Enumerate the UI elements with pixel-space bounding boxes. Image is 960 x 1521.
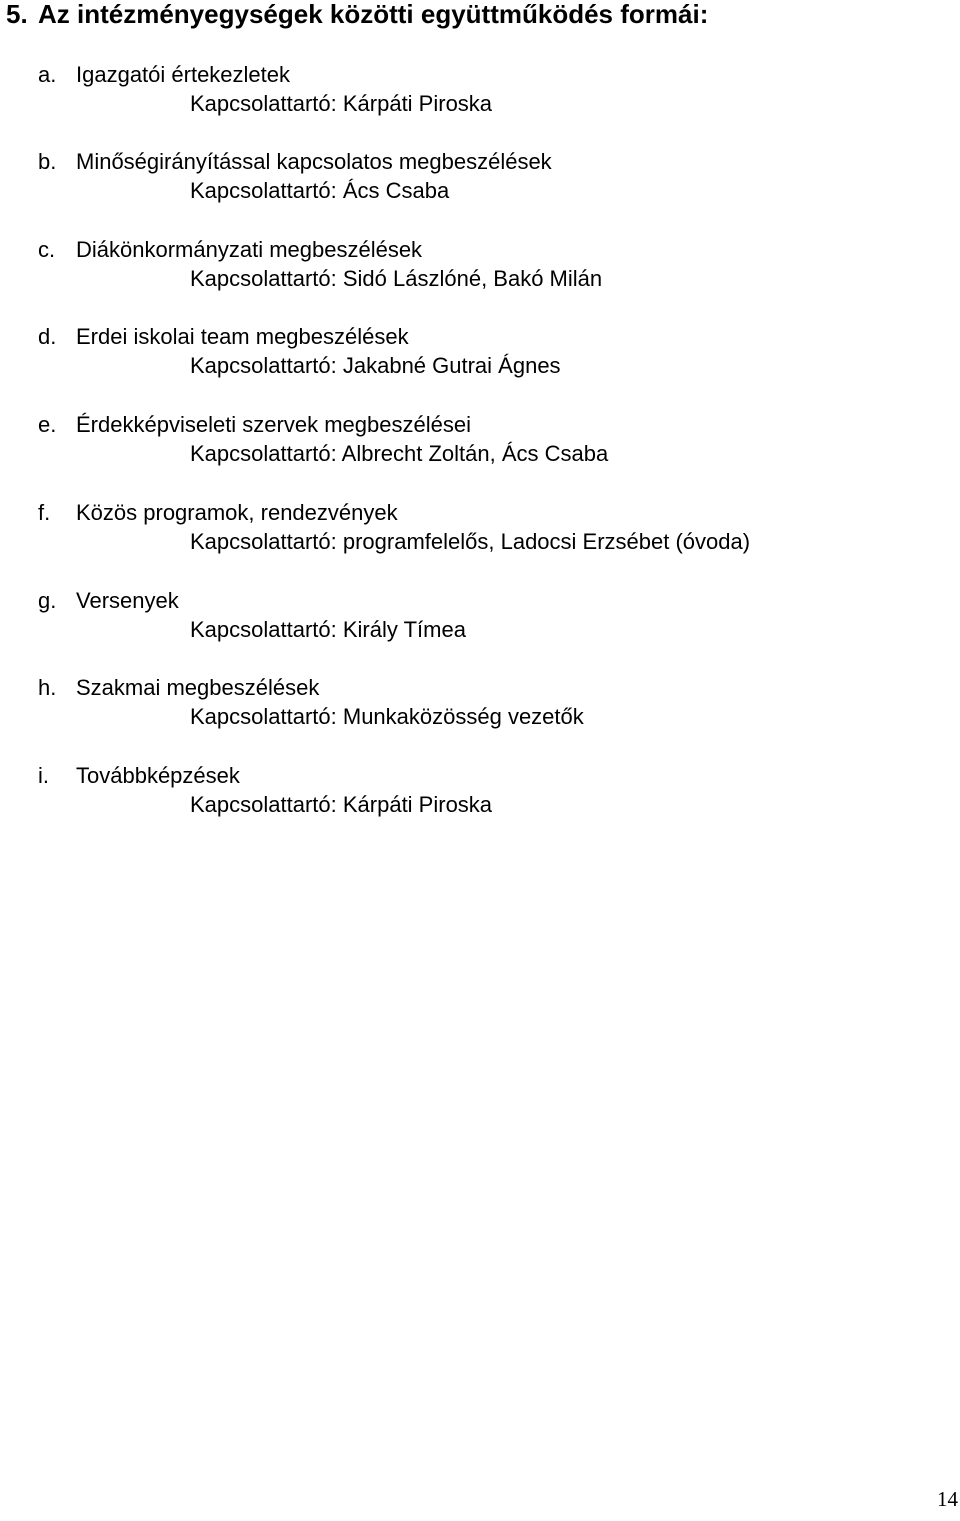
- list-marker: i.: [38, 763, 49, 788]
- list-item-contact: Kapcsolattartó: Király Tímea: [190, 617, 466, 642]
- section-number: 5.: [6, 0, 28, 29]
- list-marker: g.: [38, 588, 57, 613]
- list-marker: b.: [38, 149, 57, 174]
- list-item-contact: Kapcsolattartó: Albrecht Zoltán, Ács Csaba: [190, 441, 609, 466]
- list-item-title: Igazgatói értekezletek: [76, 62, 291, 87]
- list-marker: h.: [38, 675, 57, 700]
- list-item-contact: Kapcsolattartó: Kárpáti Piroska: [190, 792, 493, 817]
- list-item-title: Továbbképzések: [76, 763, 240, 788]
- list-item-title: Erdei iskolai team megbeszélések: [76, 324, 409, 349]
- list-item-title: Közös programok, rendezvények: [76, 500, 398, 525]
- list-item-title: Minőségirányítással kapcsolatos megbeszélések: [76, 149, 552, 174]
- list-marker: c.: [38, 237, 56, 262]
- section-heading: [6, 0, 708, 31]
- list-item-title: Diákönkormányzati megbeszélések: [76, 237, 423, 262]
- list-marker: f.: [38, 500, 51, 525]
- list-item-contact: Kapcsolattartó: Ács Csaba: [190, 178, 450, 203]
- page-number: 14: [937, 1487, 958, 1511]
- list-item-contact: Kapcsolattartó: Kárpáti Piroska: [190, 91, 493, 116]
- list-item-title: Versenyek: [76, 588, 179, 613]
- list-item-contact: Kapcsolattartó: Sidó Lászlóné, Bakó Milán: [190, 266, 603, 291]
- list-item-title: Szakmai megbeszélések: [76, 675, 320, 700]
- section-title: Az intézményegységek közötti együttműködés formái:: [38, 0, 709, 29]
- list-item-contact: Kapcsolattartó: Munkaközösség vezetők: [190, 704, 584, 729]
- list-item-contact: Kapcsolattartó: Jakabné Gutrai Ágnes: [190, 353, 561, 378]
- list-item-title: Érdekképviseleti szervek megbeszélései: [76, 412, 471, 437]
- list-marker: d.: [38, 324, 57, 349]
- list-marker: a.: [38, 62, 57, 87]
- list-item-contact: Kapcsolattartó: programfelelős, Ladocsi Erzsébet (óvoda): [190, 529, 751, 554]
- list-marker: e.: [38, 412, 57, 437]
